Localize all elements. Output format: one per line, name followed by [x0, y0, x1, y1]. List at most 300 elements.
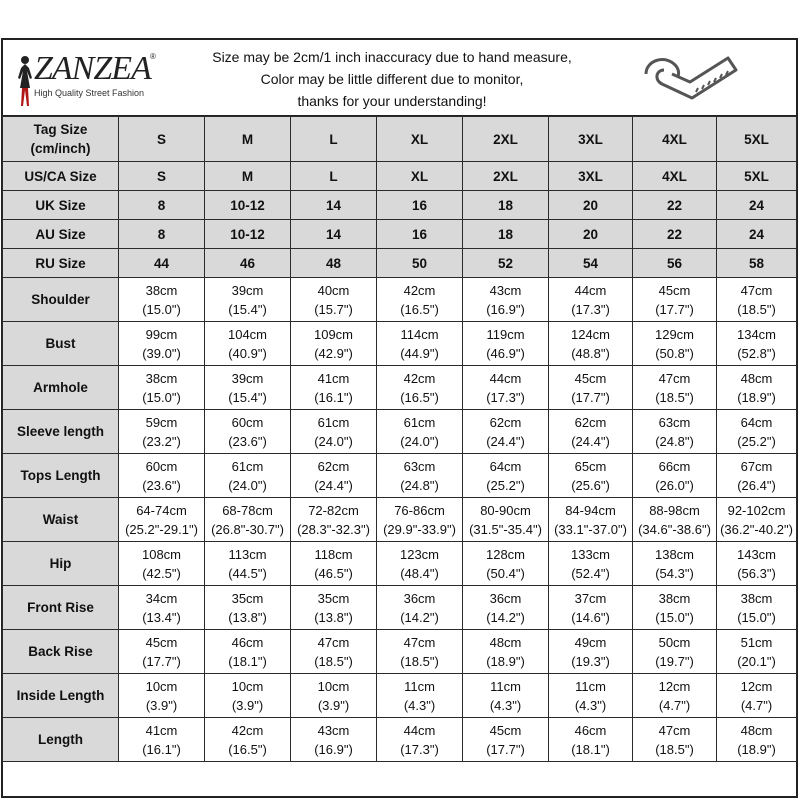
- size-cell: 5XL: [717, 162, 797, 191]
- measurement-row: [3, 410, 797, 454]
- measurement-inch: (36.2"-40.2"): [720, 521, 793, 537]
- measurement-inch: (28.3"-32.3"): [297, 521, 370, 537]
- measurement-inch: (17.7"): [571, 389, 610, 405]
- size-cell: 20: [549, 220, 633, 249]
- measurement-cm: 36cm: [489, 590, 522, 606]
- measurement-cm: 108cm: [141, 546, 182, 562]
- measurement-cm: 48cm: [740, 370, 773, 386]
- measurement-row: [3, 542, 797, 586]
- measurement-cell: [377, 542, 463, 586]
- measurement-cm: 138cm: [654, 546, 695, 562]
- measurement-inch: (4.3"): [574, 697, 607, 713]
- measurement-inch: (16.5"): [228, 741, 267, 757]
- measurement-inch: (24.4"): [571, 433, 610, 449]
- measurement-cm: 38cm: [740, 590, 773, 606]
- chart-header: [2, 40, 796, 116]
- measurement-cm: 43cm: [489, 282, 522, 298]
- measurement-cell: [205, 586, 291, 630]
- brand-logo: [8, 46, 168, 110]
- measuring-tape-icon: [632, 44, 742, 112]
- measurement-cm: 65cm: [574, 458, 607, 474]
- measurement-cm: 62cm: [489, 414, 522, 430]
- measurement-inch: (46.5"): [314, 565, 353, 581]
- measurement-cell: [291, 322, 377, 366]
- size-header-row: [3, 220, 797, 249]
- measurement-inch: (18.5"): [655, 389, 694, 405]
- measurement-cell: [717, 630, 797, 674]
- measurement-cm: 34cm: [145, 590, 178, 606]
- measurement-cm: 11cm: [490, 678, 521, 694]
- measurement-cell: [717, 410, 797, 454]
- measurement-cm: 43cm: [317, 722, 350, 738]
- measurement-cm: 61cm: [231, 458, 264, 474]
- measurement-cm: 61cm: [317, 414, 350, 430]
- measurement-inch: (18.1"): [571, 741, 610, 757]
- registered-mark: ®: [150, 52, 156, 61]
- size-cell: 10-12: [205, 220, 291, 249]
- measurement-cell: [633, 410, 717, 454]
- measurement-cm: 128cm: [485, 546, 526, 562]
- row-label-length: Length: [3, 718, 119, 762]
- measurement-cell: [291, 630, 377, 674]
- measurement-cm: 123cm: [399, 546, 440, 562]
- measurement-cm: 47cm: [740, 282, 773, 298]
- measurement-inch: (46.9"): [486, 345, 525, 361]
- measurement-cm: 64cm: [740, 414, 773, 430]
- measurement-cell: [633, 498, 717, 542]
- measurement-inch: (17.7"): [142, 653, 181, 669]
- measurement-cell: [205, 542, 291, 586]
- notice-line-3: thanks for your understanding!: [297, 93, 487, 109]
- measurement-cm: 44cm: [403, 722, 436, 738]
- measurement-inch: (25.2"): [737, 433, 776, 449]
- measurement-cell: [291, 498, 377, 542]
- measurement-cm: 42cm: [231, 722, 264, 738]
- measurement-cell: [291, 542, 377, 586]
- measurement-cm: 10cm: [317, 678, 350, 694]
- size-table: [2, 116, 797, 762]
- measurement-cm: 40cm: [317, 282, 350, 298]
- measurement-inch: (18.5"): [400, 653, 439, 669]
- measurement-inch: (52.4"): [571, 565, 610, 581]
- measurement-inch: (13.8"): [314, 609, 353, 625]
- measurement-inch: (23.6"): [228, 433, 267, 449]
- size-cell: 10-12: [205, 191, 291, 220]
- measurement-cm: 88-98cm: [649, 502, 700, 518]
- measurement-cell: [463, 630, 549, 674]
- measurement-cell: [633, 586, 717, 630]
- measurement-cm: 60cm: [231, 414, 264, 430]
- measurement-cm: 84-94cm: [565, 502, 616, 518]
- measurement-cm: 50cm: [658, 634, 691, 650]
- measurement-cell: [291, 454, 377, 498]
- measurement-inch: (14.2"): [400, 609, 439, 625]
- measurement-cm: 76-86cm: [394, 502, 445, 518]
- measurement-inch: (18.5"): [737, 301, 776, 317]
- size-cell: 16: [377, 220, 463, 249]
- measurement-inch: (24.8"): [655, 433, 694, 449]
- measurement-cm: 51cm: [740, 634, 773, 650]
- measurement-cell: [463, 718, 549, 762]
- measurement-inch: (15.0"): [655, 609, 694, 625]
- measurement-cell: [633, 454, 717, 498]
- measurement-cm: 46cm: [574, 722, 607, 738]
- measurement-cell: [119, 366, 205, 410]
- measurement-cell: [633, 718, 717, 762]
- size-cell: 22: [633, 191, 717, 220]
- measurement-cm: 37cm: [574, 590, 607, 606]
- measurement-cell: [549, 586, 633, 630]
- row-label-shoulder: Shoulder: [3, 278, 119, 322]
- measurement-inch: (17.7"): [655, 301, 694, 317]
- measurement-row: [3, 498, 797, 542]
- measurement-cm: 59cm: [145, 414, 178, 430]
- measurement-cm: 124cm: [570, 326, 611, 342]
- size-cell: 48: [291, 249, 377, 278]
- measurement-inch: (39.0"): [142, 345, 181, 361]
- measurement-cm: 49cm: [574, 634, 607, 650]
- measurement-cm: 42cm: [403, 370, 436, 386]
- measurement-cell: [291, 366, 377, 410]
- measurement-cm: 133cm: [570, 546, 611, 562]
- measurement-inch: (18.5"): [314, 653, 353, 669]
- measurement-cell: [549, 278, 633, 322]
- measurement-inch: (16.5"): [400, 301, 439, 317]
- measurement-cm: 38cm: [145, 370, 178, 386]
- row-label-armhole: Armhole: [3, 366, 119, 410]
- measurement-row: [3, 586, 797, 630]
- measurement-inch: (23.2"): [142, 433, 181, 449]
- measurement-cell: [549, 322, 633, 366]
- measurement-cm: 35cm: [231, 590, 264, 606]
- measurement-cm: 10cm: [145, 678, 178, 694]
- measurement-inch: (52.8"): [737, 345, 776, 361]
- measurement-inch: (17.3"): [571, 301, 610, 317]
- measurement-cell: [205, 718, 291, 762]
- size-cell: S: [119, 117, 205, 162]
- measurement-cell: [205, 630, 291, 674]
- measurement-inch: (44.5"): [228, 565, 267, 581]
- measurement-inch: (18.9"): [486, 653, 525, 669]
- measurement-inch: (26.8"-30.7"): [211, 521, 284, 537]
- measurement-cell: [119, 498, 205, 542]
- measurement-cell: [463, 322, 549, 366]
- measurement-cell: [463, 410, 549, 454]
- measurement-cm: 62cm: [317, 458, 350, 474]
- size-cell: L: [291, 117, 377, 162]
- measurement-inch: (31.5"-35.4"): [469, 521, 542, 537]
- measurement-cell: [549, 498, 633, 542]
- measurement-cell: [717, 454, 797, 498]
- measurement-cell: [377, 718, 463, 762]
- size-cell: 18: [463, 220, 549, 249]
- row-label-back-rise: Back Rise: [3, 630, 119, 674]
- measurement-cell: [717, 498, 797, 542]
- size-cell: 14: [291, 220, 377, 249]
- size-cell: 24: [717, 220, 797, 249]
- measurement-cm: 45cm: [145, 634, 178, 650]
- measurement-cm: 41cm: [317, 370, 350, 386]
- measurement-inch: (4.7"): [740, 697, 773, 713]
- row-label-hip: Hip: [3, 542, 119, 586]
- measurement-cell: [633, 366, 717, 410]
- measurement-cell: [463, 498, 549, 542]
- measurement-inch: (3.9"): [145, 697, 178, 713]
- measurement-inch: (24.4"): [486, 433, 525, 449]
- measurement-inch: (13.4"): [142, 609, 181, 625]
- measurement-inch: (20.1"): [737, 653, 776, 669]
- size-cell: 5XL: [717, 117, 797, 162]
- size-cell: M: [205, 162, 291, 191]
- measurement-inch: (50.4"): [486, 565, 525, 581]
- measurement-cm: 92-102cm: [727, 502, 786, 518]
- measurement-inch: (16.1"): [142, 741, 181, 757]
- measurement-cell: [205, 498, 291, 542]
- size-cell: 3XL: [549, 162, 633, 191]
- measurement-row: [3, 322, 797, 366]
- measurement-cm: 61cm: [403, 414, 436, 430]
- measurement-cell: [119, 454, 205, 498]
- measurement-cell: [291, 410, 377, 454]
- measurement-cm: 41cm: [145, 722, 178, 738]
- measurement-cm: 45cm: [658, 282, 691, 298]
- size-cell: 56: [633, 249, 717, 278]
- measurement-cm: 66cm: [658, 458, 691, 474]
- measurement-cm: 38cm: [658, 590, 691, 606]
- measurement-inch: (17.3"): [400, 741, 439, 757]
- measurement-cm: 63cm: [403, 458, 436, 474]
- row-label-sleeve-length: Sleeve length: [3, 410, 119, 454]
- measurement-cell: [119, 586, 205, 630]
- measurement-inch: (48.4"): [400, 565, 439, 581]
- measurement-cm: 11cm: [404, 678, 435, 694]
- measurement-cell: [119, 278, 205, 322]
- size-cell: 24: [717, 191, 797, 220]
- measurement-inch: (15.4"): [228, 389, 267, 405]
- measurement-cm: 47cm: [658, 370, 691, 386]
- measurement-inch: (17.3"): [486, 389, 525, 405]
- row-label-au-size: AU Size: [3, 220, 119, 249]
- measurement-cm: 67cm: [740, 458, 773, 474]
- measurement-cm: 64-74cm: [136, 502, 187, 518]
- measurement-cm: 42cm: [403, 282, 436, 298]
- measurement-inch: (18.1"): [228, 653, 267, 669]
- measurement-cell: [205, 454, 291, 498]
- measurement-inch: (24.0"): [314, 433, 353, 449]
- measurement-inch: (24.4"): [314, 477, 353, 493]
- size-cell: 22: [633, 220, 717, 249]
- size-cell: 16: [377, 191, 463, 220]
- size-cell: 52: [463, 249, 549, 278]
- row-label-uk-size: UK Size: [3, 191, 119, 220]
- measurement-cm: 104cm: [227, 326, 268, 342]
- measurement-inch: (40.9"): [228, 345, 267, 361]
- size-cell: 58: [717, 249, 797, 278]
- measurement-cm: 46cm: [231, 634, 264, 650]
- brand-name: ZANZEA: [34, 50, 151, 87]
- measurement-cm: 72-82cm: [308, 502, 359, 518]
- measurement-cm: 39cm: [231, 282, 264, 298]
- measurement-cell: [633, 542, 717, 586]
- measurement-cell: [717, 322, 797, 366]
- measurement-inch: (56.3"): [737, 565, 776, 581]
- measurement-inch: (14.2"): [486, 609, 525, 625]
- measurement-cm: 44cm: [574, 282, 607, 298]
- size-cell: 50: [377, 249, 463, 278]
- measurement-cell: [377, 278, 463, 322]
- measurement-cell: [549, 366, 633, 410]
- measurement-cell: [119, 322, 205, 366]
- measurement-cm: 35cm: [317, 590, 350, 606]
- measurement-cm: 47cm: [403, 634, 436, 650]
- measurement-inch: (24.0"): [228, 477, 267, 493]
- measurement-cm: 129cm: [654, 326, 695, 342]
- size-cell: 2XL: [463, 117, 549, 162]
- measurement-cm: 63cm: [658, 414, 691, 430]
- measurement-cell: [463, 586, 549, 630]
- measurement-inch: (24.8"): [400, 477, 439, 493]
- measurement-cell: [549, 718, 633, 762]
- measurement-cell: [119, 630, 205, 674]
- measurement-inch: (15.4"): [228, 301, 267, 317]
- measurement-inch: (4.3"): [403, 697, 436, 713]
- measurement-inch: (4.7"): [658, 697, 691, 713]
- measurement-inch: (18.9"): [737, 741, 776, 757]
- measurement-inch: (18.5"): [655, 741, 694, 757]
- size-cell: 14: [291, 191, 377, 220]
- size-cell: 2XL: [463, 162, 549, 191]
- measurement-cell: [633, 630, 717, 674]
- measurement-inch: (18.9"): [737, 389, 776, 405]
- row-label-tops-length: Tops Length: [3, 454, 119, 498]
- measurement-cm: 143cm: [736, 546, 777, 562]
- measurement-cell: [717, 586, 797, 630]
- measurement-cm: 10cm: [231, 678, 264, 694]
- measurement-inch: (25.2"-29.1"): [125, 521, 198, 537]
- measurement-cell: [549, 674, 633, 718]
- measurement-cell: [291, 718, 377, 762]
- measurement-cm: 48cm: [489, 634, 522, 650]
- measurement-cell: [119, 674, 205, 718]
- measurement-inch: (14.6"): [571, 609, 610, 625]
- measurement-cell: [463, 278, 549, 322]
- measurement-cell: [377, 498, 463, 542]
- measurement-inch: (26.0"): [655, 477, 694, 493]
- measurement-cell: [717, 718, 797, 762]
- measurement-cell: [291, 278, 377, 322]
- measurement-cm: 134cm: [736, 326, 777, 342]
- measurement-cell: [717, 366, 797, 410]
- measurement-cell: [377, 586, 463, 630]
- measurement-cm: 68-78cm: [222, 502, 273, 518]
- measurement-inch: (50.8"): [655, 345, 694, 361]
- measurement-cell: [633, 322, 717, 366]
- measurement-inch: (3.9"): [317, 697, 350, 713]
- size-header-row: [3, 249, 797, 278]
- measurement-cell: [291, 674, 377, 718]
- measurement-inch: (15.0"): [142, 389, 181, 405]
- measurement-inch: (13.8"): [228, 609, 267, 625]
- measurement-cm: 12cm: [740, 678, 773, 694]
- measurement-inch: (3.9"): [231, 697, 264, 713]
- measurement-inch: (19.7"): [655, 653, 694, 669]
- measurement-inch: (15.0"): [737, 609, 776, 625]
- measurement-cm: 118cm: [314, 546, 353, 562]
- measurement-row: [3, 630, 797, 674]
- measurement-cell: [205, 322, 291, 366]
- measurement-inch: (4.3"): [489, 697, 522, 713]
- measurement-cm: 114cm: [400, 326, 439, 342]
- measurement-cell: [205, 674, 291, 718]
- size-cell: L: [291, 162, 377, 191]
- measurement-cm: 38cm: [145, 282, 178, 298]
- measurement-inch: (33.1"-37.0"): [554, 521, 627, 537]
- measurement-notice: [192, 46, 592, 112]
- measurement-cell: [717, 674, 797, 718]
- size-table-body: [3, 117, 797, 762]
- size-header-row: [3, 162, 797, 191]
- size-cell: 3XL: [549, 117, 633, 162]
- measurement-cell: [119, 410, 205, 454]
- measurement-inch: (15.7"): [314, 301, 353, 317]
- size-cell: 54: [549, 249, 633, 278]
- measurement-cm: 48cm: [740, 722, 773, 738]
- measurement-cm: 45cm: [489, 722, 522, 738]
- measurement-row: [3, 454, 797, 498]
- measurement-cell: [463, 674, 549, 718]
- size-cell: M: [205, 117, 291, 162]
- measurement-cm: 47cm: [658, 722, 691, 738]
- row-label-ru-size: RU Size: [3, 249, 119, 278]
- measurement-cm: 64cm: [489, 458, 522, 474]
- measurement-inch: (23.6"): [142, 477, 181, 493]
- size-cell: 4XL: [633, 162, 717, 191]
- measurement-cell: [119, 718, 205, 762]
- measurement-cell: [291, 586, 377, 630]
- measurement-cell: [549, 542, 633, 586]
- measurement-cell: [377, 674, 463, 718]
- measurement-inch: (34.6"-38.6"): [638, 521, 711, 537]
- measurement-cell: [549, 454, 633, 498]
- row-label-front-rise: Front Rise: [3, 586, 119, 630]
- measurement-cm: 80-90cm: [480, 502, 531, 518]
- measurement-inch: (16.9"): [486, 301, 525, 317]
- size-cell: S: [119, 162, 205, 191]
- measurement-row: [3, 674, 797, 718]
- measurement-row: [3, 366, 797, 410]
- measurement-inch: (16.5"): [400, 389, 439, 405]
- size-cell: XL: [377, 162, 463, 191]
- measurement-cell: [717, 278, 797, 322]
- row-label-tag-size-cm-inch: Tag Size (cm/inch): [3, 117, 119, 162]
- measurement-cm: 62cm: [574, 414, 607, 430]
- size-cell: 46: [205, 249, 291, 278]
- measurement-cell: [377, 454, 463, 498]
- brand-tagline: High Quality Street Fashion: [34, 88, 145, 98]
- size-header-row: [3, 117, 797, 162]
- measurement-cm: 44cm: [489, 370, 522, 386]
- measurement-inch: (44.9"): [400, 345, 439, 361]
- size-cell: 4XL: [633, 117, 717, 162]
- row-label-waist: Waist: [3, 498, 119, 542]
- size-header-row: [3, 191, 797, 220]
- measurement-inch: (24.0"): [400, 433, 439, 449]
- measurement-cell: [463, 454, 549, 498]
- measurement-cell: [119, 542, 205, 586]
- measurement-cm: 47cm: [317, 634, 350, 650]
- measurement-inch: (54.3"): [655, 565, 694, 581]
- notice-line-2: Color may be little different due to monitor,: [260, 71, 524, 87]
